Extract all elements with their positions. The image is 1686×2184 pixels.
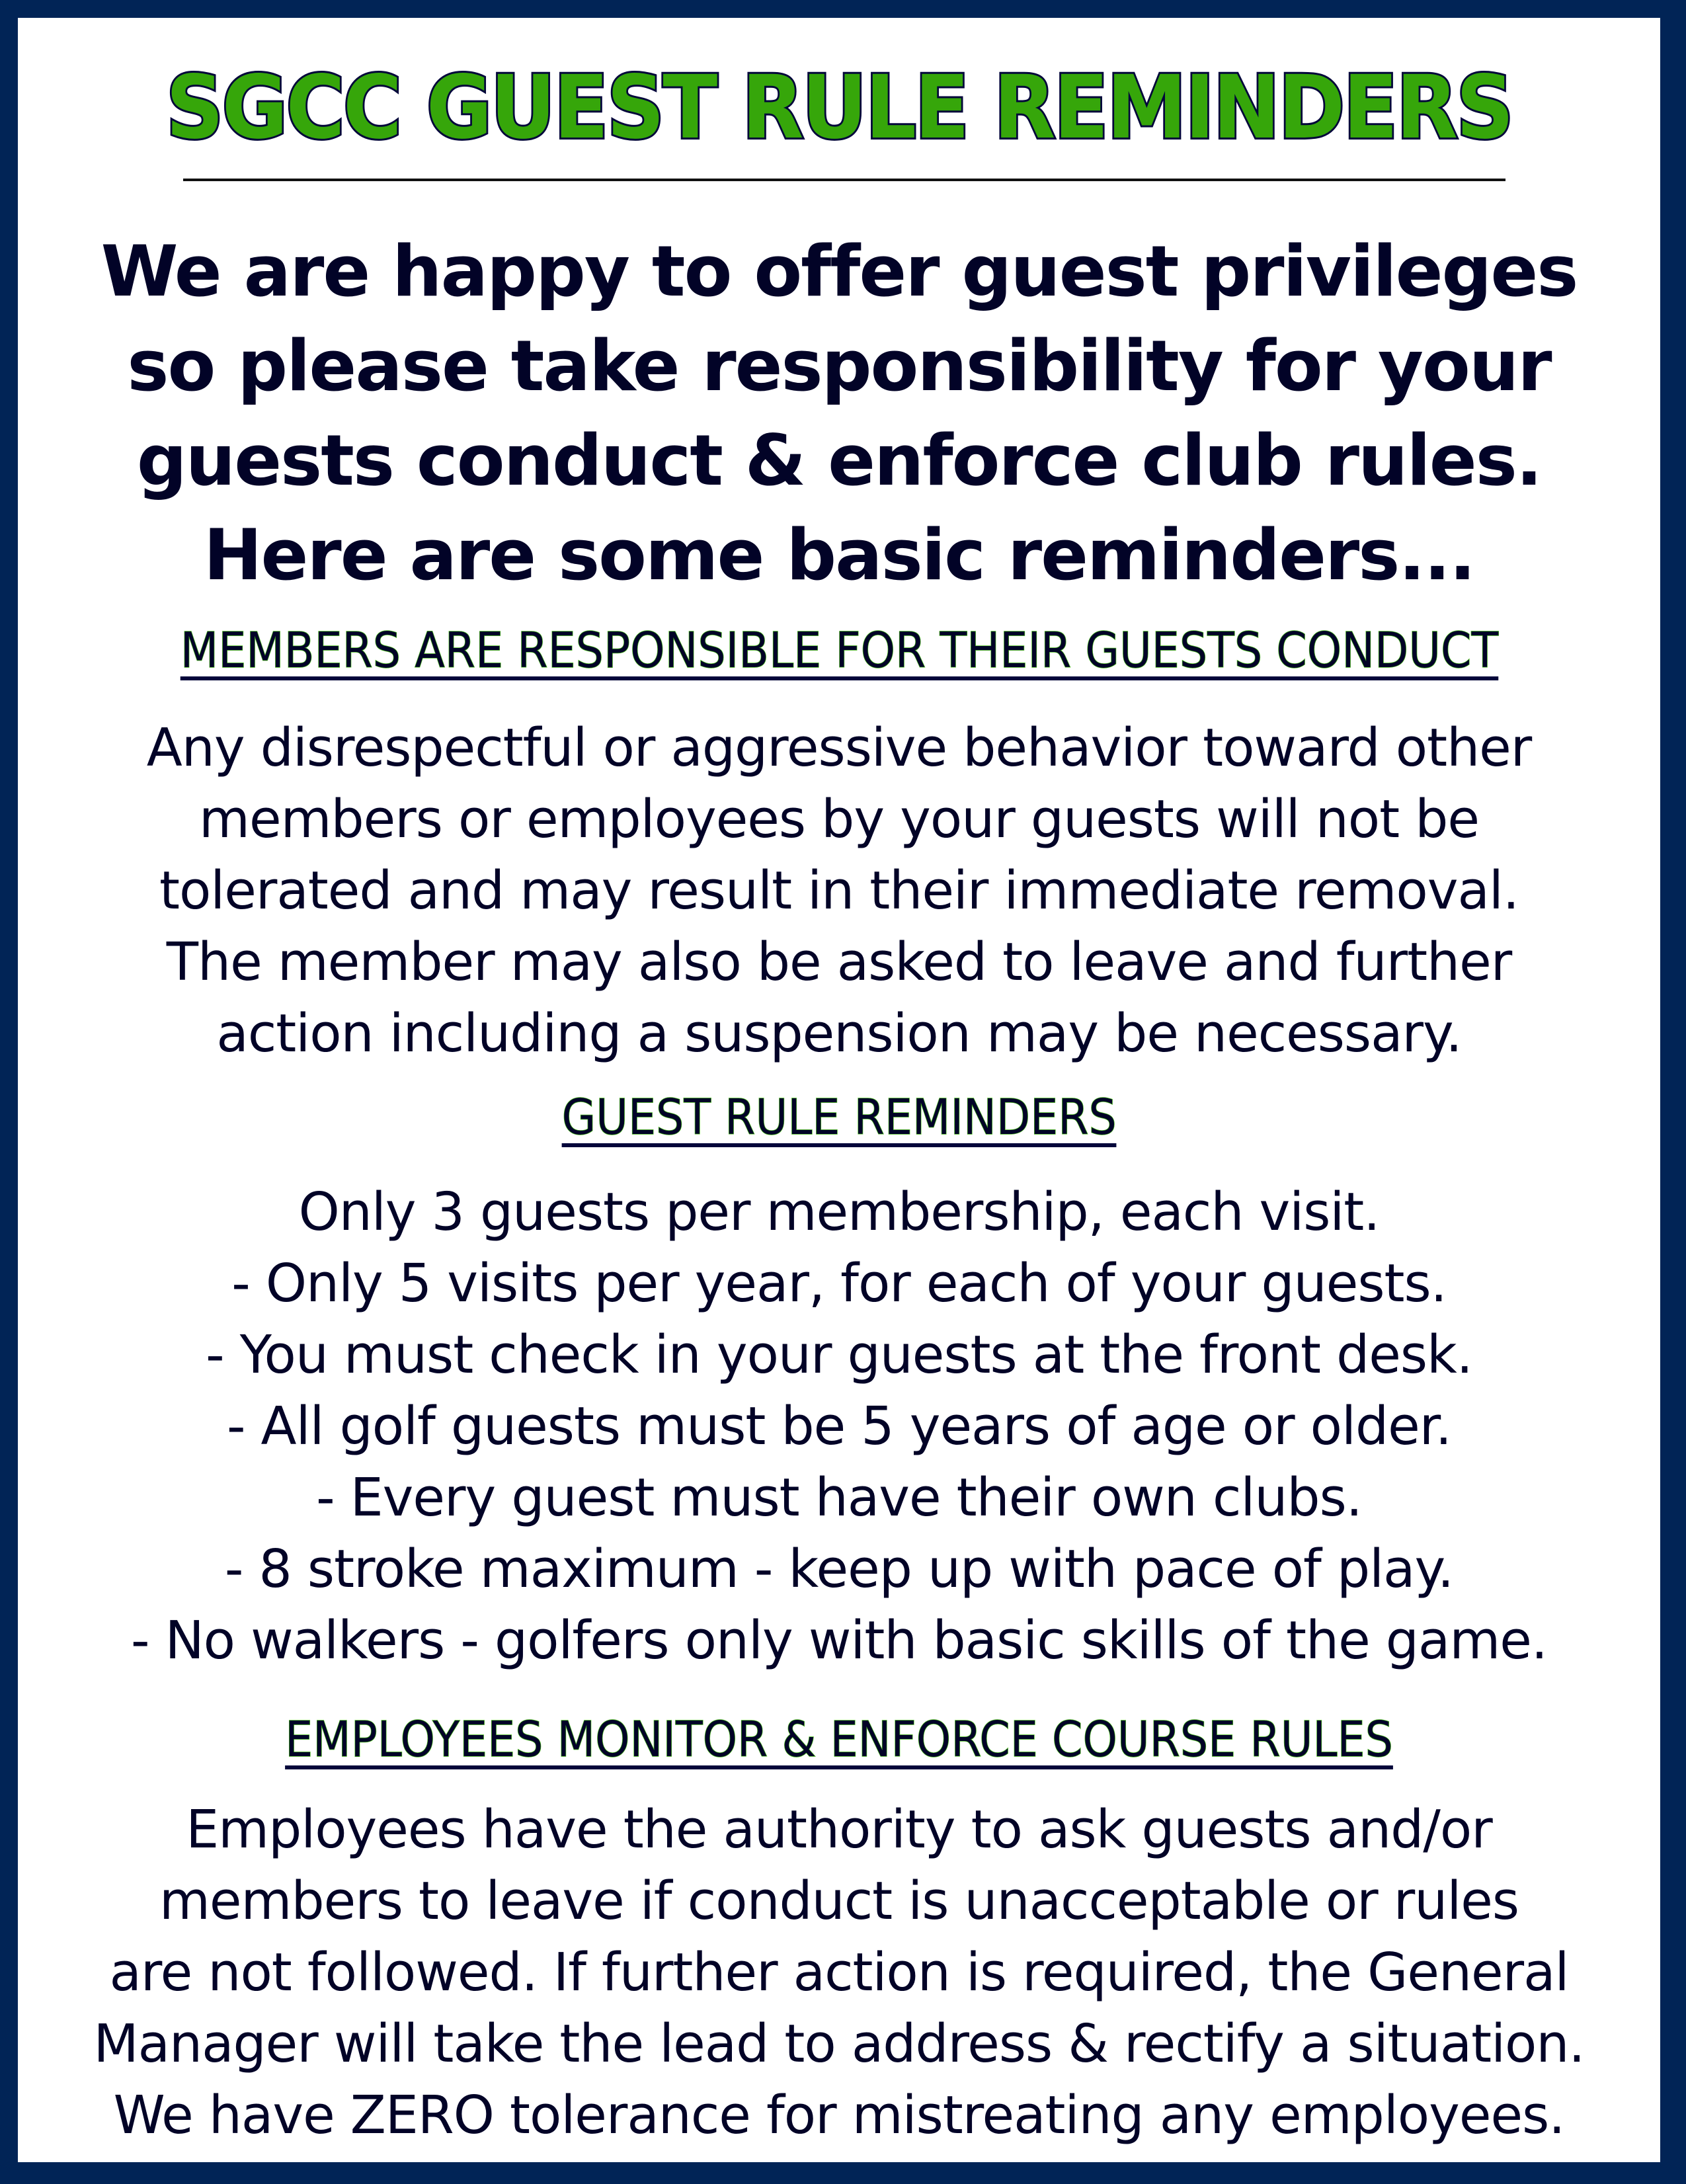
intro-line: so please take responsibility for your: [127, 325, 1551, 407]
section-body-members-responsible: [18, 712, 1660, 1069]
body-line: action including a suspension may be necessary.: [216, 1003, 1462, 1064]
body-line: We have ZERO tolerance for mistreating any employees.: [113, 2085, 1565, 2146]
body-line: The member may also be asked to leave and further: [166, 932, 1512, 992]
rule-item: - Only 5 visits per year, for each of your guests.: [231, 1253, 1447, 1314]
intro-line: Here are some basic reminders...: [203, 514, 1475, 596]
intro-text: [18, 224, 1660, 602]
section-heading-members-responsible: [18, 622, 1660, 680]
rule-item: - Every guest must have their own clubs.: [316, 1467, 1362, 1528]
intro-line: We are happy to offer guest privileges: [100, 231, 1578, 312]
body-line: are not followed. If further action is required, the General: [109, 1942, 1569, 2003]
rule-item: - You must check in your guests at the front desk.: [206, 1324, 1472, 1385]
body-line: tolerated and may result in their immediate removal.: [159, 860, 1519, 921]
intro-line: guests conduct & enforce club rules.: [136, 420, 1542, 501]
section-heading-text: EMPLOYEES MONITOR & ENFORCE COURSE RULES: [285, 1711, 1393, 1768]
page-title: SGCC GUEST RULE REMINDERS: [165, 57, 1513, 159]
section-heading-employees-enforce: [18, 1711, 1660, 1769]
section-heading-text: GUEST RULE REMINDERS: [561, 1089, 1117, 1146]
section-body-guest-rules: [18, 1176, 1660, 1676]
rule-item: - All golf guests must be 5 years of age or older.: [226, 1396, 1452, 1457]
body-line: Manager will take the lead to address & rectify a situation.: [93, 2013, 1585, 2074]
title-divider: [183, 179, 1505, 181]
flyer-page: [18, 18, 1660, 2162]
section-body-employees-enforce: [18, 1794, 1660, 2151]
body-line: members to leave if conduct is unacceptable or rules: [159, 1871, 1519, 1931]
section-heading-text: MEMBERS ARE RESPONSIBLE FOR THEIR GUESTS CONDUCT: [180, 622, 1498, 679]
body-line: members or employees by your guests will not be: [199, 789, 1479, 850]
rule-item: - 8 stroke maximum - keep up with pace of play.: [224, 1539, 1454, 1599]
section-heading-guest-rules: [18, 1089, 1660, 1147]
rule-item: - No walkers - golfers only with basic skills of the game.: [130, 1610, 1548, 1671]
rule-item: Only 3 guests per membership, each visit.: [298, 1182, 1380, 1242]
body-line: Employees have the authority to ask guests and/or: [186, 1799, 1492, 1860]
body-line: Any disrespectful or aggressive behavior toward other: [146, 717, 1532, 778]
